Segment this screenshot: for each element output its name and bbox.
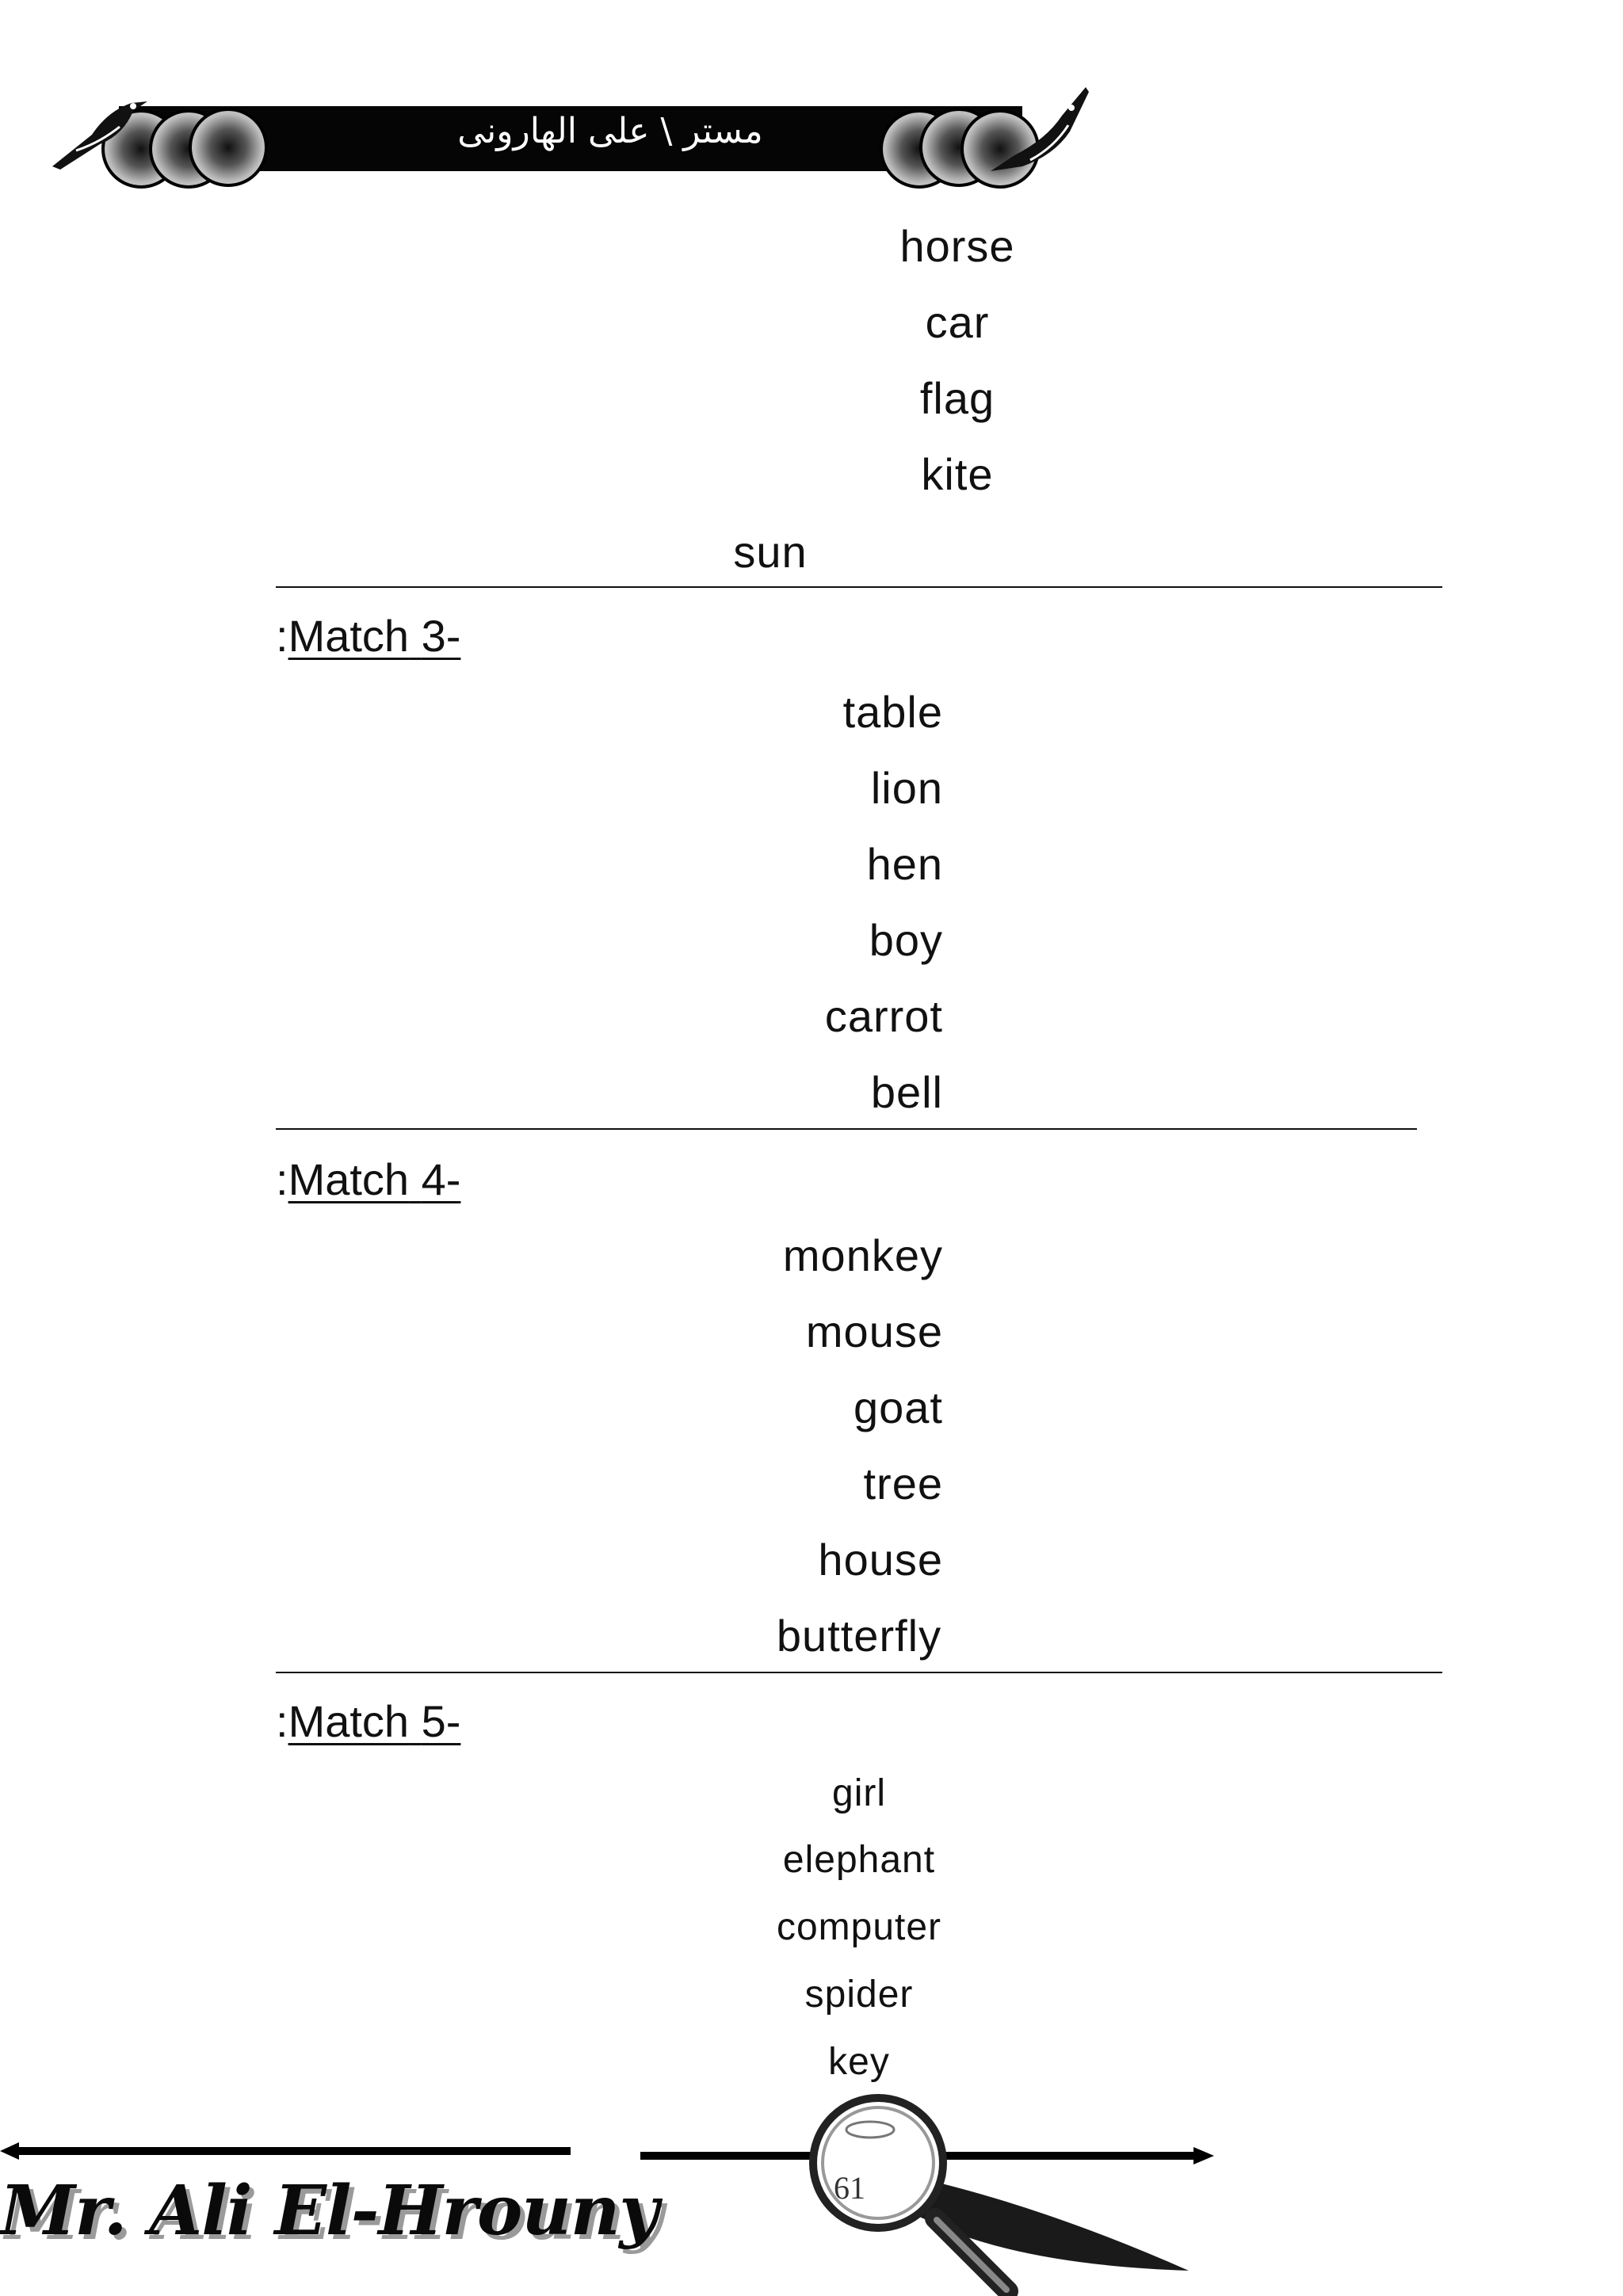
list-item: hen <box>866 839 943 889</box>
list-item: horse <box>899 221 1015 271</box>
list-item: mouse <box>805 1306 943 1356</box>
bird-right-icon <box>983 84 1094 179</box>
section-heading-4: :Match 4- <box>276 1154 461 1204</box>
magnifier-icon <box>761 2092 1205 2296</box>
list-item: flag <box>919 373 995 423</box>
list-item: key <box>828 2041 890 2083</box>
divider <box>276 1672 1442 1673</box>
footer <box>0 2092 1623 2296</box>
list-item: tree <box>863 1459 943 1508</box>
author-signature: Mr. Ali El-Hrouny <box>0 2171 659 2251</box>
list-item: butterfly <box>776 1611 942 1661</box>
list-item: carrot <box>824 991 943 1041</box>
list-item: elephant <box>782 1839 936 1881</box>
teacher-name-arabic: مستر \ على الهارونى <box>457 111 763 151</box>
list-item: house <box>818 1535 943 1585</box>
section-heading-5: :Match 5- <box>276 1696 461 1746</box>
list-item: sun <box>733 527 808 577</box>
decorative-circle-icon <box>189 108 268 187</box>
list-item: table <box>842 687 943 737</box>
bird-left-icon <box>44 87 155 174</box>
list-item: spider <box>804 1974 914 2016</box>
list-item: monkey <box>782 1230 943 1280</box>
divider <box>276 1128 1417 1130</box>
list-item: goat <box>854 1383 943 1432</box>
section-heading-3: :Match 3- <box>276 611 461 661</box>
list-item: computer <box>776 1906 942 1948</box>
arrow-left-icon <box>0 2139 579 2163</box>
list-item: lion <box>870 763 943 813</box>
page-number: 61 <box>834 2170 865 2206</box>
list-item: boy <box>869 915 943 965</box>
list-item: girl <box>831 1772 887 1814</box>
header-banner <box>0 79 1623 190</box>
list-item: car <box>925 297 990 347</box>
list-item: kite <box>921 449 994 499</box>
divider <box>276 586 1442 588</box>
list-item: bell <box>870 1067 943 1117</box>
